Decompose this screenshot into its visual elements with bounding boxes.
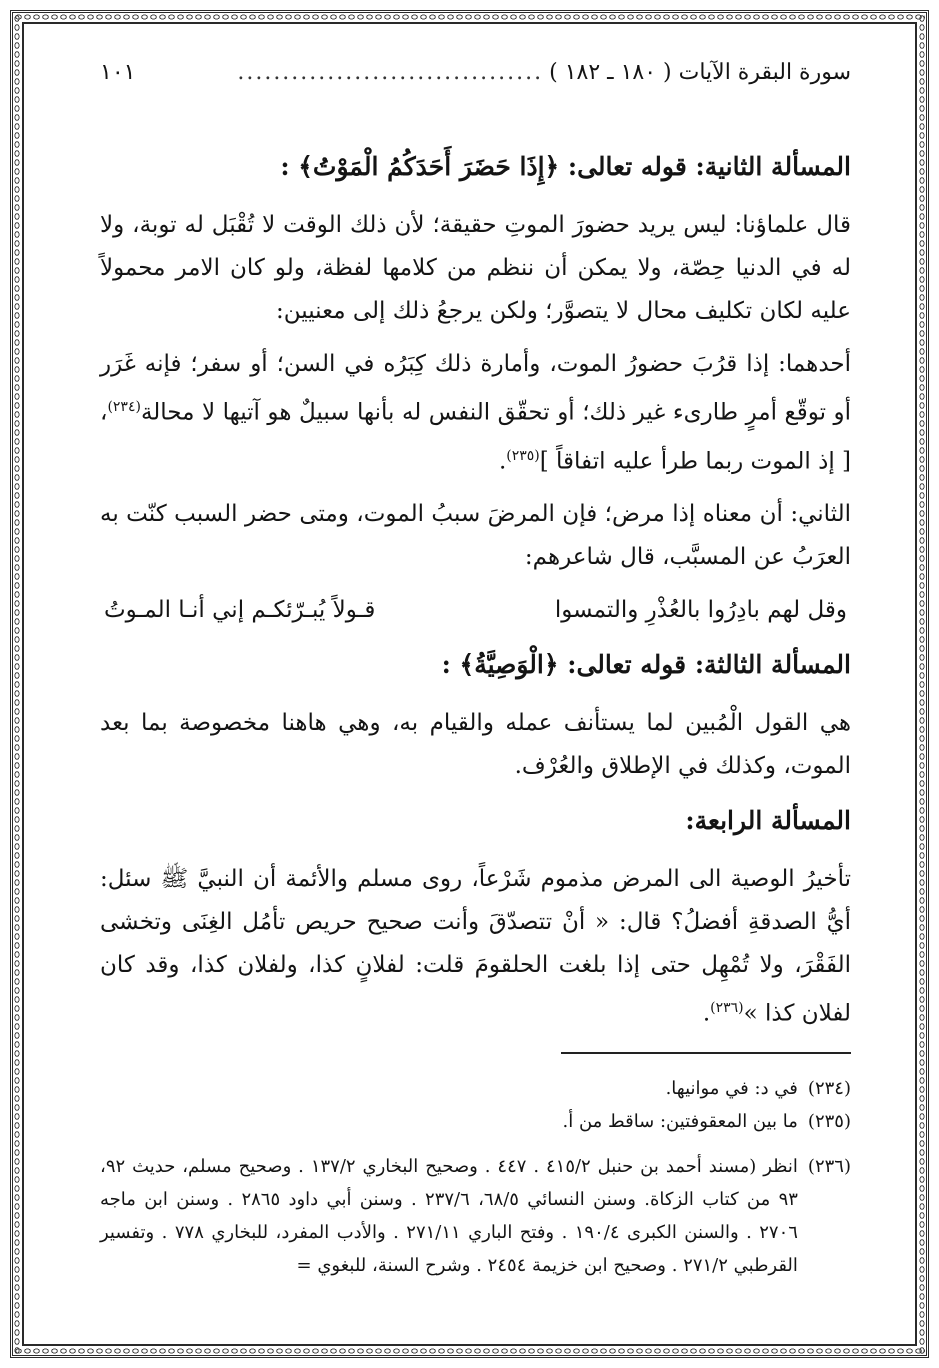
paragraph-text: أحدهما: إذا قرُبَ حضورُ الموت، وأمارة ذلك كِبَرُه في السن؛ أو سفر؛ فإنه غَرَر أو توقّع أمرٍ طارىء غير ذلك؛ أو تحقّق النفس له بأنها سبيلٌ هو آتيها لا محالة [100,351,851,426]
section-heading-4: المسألة الرابعة: [685,806,851,836]
footnote-text: انظر (مسند أحمد بن حنبل ٤١٥/٢ . ٤٤٧ . وصحيح البخاري ١٣٧/٢ . وصحيح مسلم، حديث ٩٢، ٩٣ من كتاب الزكاة. وسنن النسائي ٦٨/٥، ٢٣٧/٦ . وسنن أبي داود ٢٨٦٥ . وسنن ابن ماجه ٢٧٠٦ . والسنن الكبرى ١٩٠/٤ . وفتح الباري ٢٧١/١١ . والأدب المفرد، للبخاري ٧٧٨ . وتفسير القرطبي ٢٧١/٢ . وصحيح ابن خزيمة ٢٤٥٤ . وشرح السنة، للبغوي = [100,1155,798,1276]
footnote-text: في د: في موانيها. [665,1077,798,1099]
page-number: ١٠١ [100,60,136,85]
section-heading-2: المسألة الثانية: قوله تعالى: ﴿إِذَا حَضَرَ أَحَدَكُمُ الْمَوْتُ﴾ : [280,152,851,181]
footnote-separator [561,1052,851,1054]
verse-first-hemistich: وقل لهم بادِرُوا بالعُذْرِ والتمسوا [554,597,847,624]
footnotes [100,1072,851,1282]
poetry-verse [104,589,847,632]
footnote-number: (٢٣٦) [807,1155,851,1177]
paragraph: هي القول الْمُبين لما يستأنف عمله والقيام به، وهي هاهنا مخصوصة بما بعد الموت، وكذلك في الإطلاق والعُرْف. [100,710,851,780]
paragraph-text: تأخيرُ الوصية الى المرض مذموم شَرْعاً، روى مسلم والأئمة أن النبيَّ ﷺ سئل: أيُّ الصدقةِ أفضلُ؟ قال: « أنْ تتصدّقَ وأنت صحيح حريص تأمُل الغِنَى وتخشى الفَقْرَ، ولا تُمْهِل حتى إذا بلغت الحلقومَ قلت: لفلانٍ كذا، ولفلان كذا، وقد كان لفلان كذا » [100,866,851,1027]
footnote-number: (٢٣٥) [807,1110,851,1132]
paragraph: الثاني: أن معناه إذا مرض؛ فإن المرضَ سببُ الموت، ومتى حضر السبب كنّت به العرَبُ عن المسبَّب، قال شاعرهم: [100,501,851,571]
paragraph [100,343,851,483]
leader-dots: .................................. [237,60,544,85]
paragraph-text: . [702,1000,711,1027]
paragraph-text: ، [ إذ الموت ربما طرأ عليه اتفاقاً ] [100,399,851,475]
running-header [100,60,851,96]
footnote [100,1150,851,1282]
section-heading-3: المسألة الثالثة: قوله تعالى: ﴿الْوَصِيَّةُ﴾ : [441,650,851,680]
footnote-ref: (٢٣٦) [710,1000,744,1017]
paragraph: قال علماؤنا: ليس يريد حضورَ الموتِ حقيقة؛ لأن ذلك الوقت لا تُقْبَل له توبة، ولا له في الدنيا حِصّة، ولا يمكن أن ننظم من كلامها لفظة، ولو كان الامر محمولاً عليه لكان تكليف محال لا يتصوَّر؛ ولكن يرجعُ ذلك إلى معنيين: [100,212,851,324]
footnote-text: ما بين المعقوفتين: ساقط من أ. [562,1110,798,1132]
footnote [100,1072,851,1105]
page-content [100,60,851,1282]
footnote-ref: (٢٣٥) [506,447,540,464]
verse-second-hemistich: قـولاً يُبـرّئكـم إني أنـا المـوتُ [104,597,376,624]
paragraph [100,858,851,1036]
running-title: سورة البقرة الآيات ( ١٨٠ ـ ١٨٢ ) [549,60,851,85]
footnote-ref: (٢٣٤) [107,399,141,415]
footnote [100,1105,851,1138]
paragraph-text: . [498,448,507,475]
footnote-number: (٢٣٤) [807,1077,851,1099]
